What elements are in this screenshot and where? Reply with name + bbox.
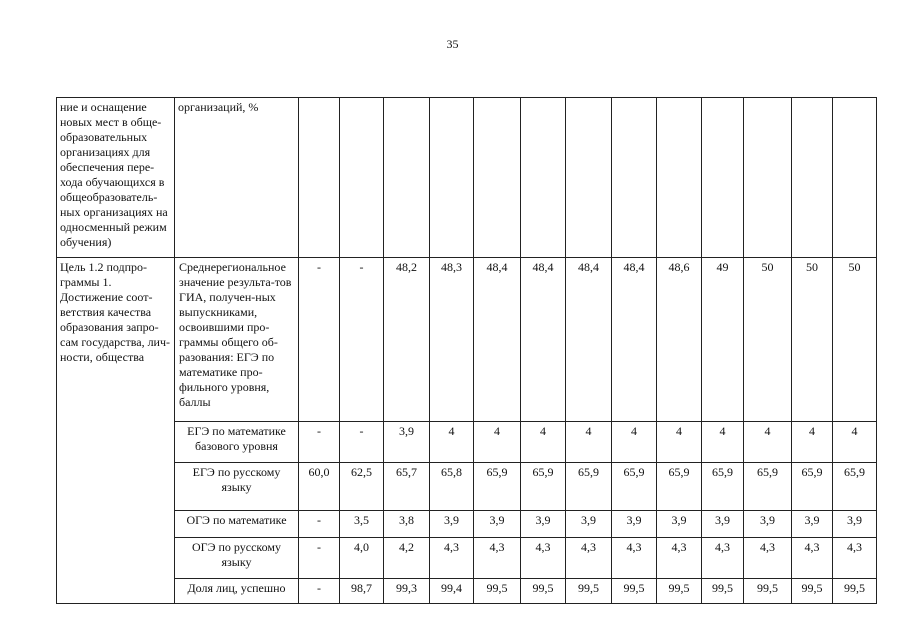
value-cell: -: [299, 579, 340, 604]
value-cell: [521, 98, 566, 258]
table-body: [57, 98, 877, 604]
value-cell: 4: [792, 422, 833, 463]
value-cell: 65,9: [657, 463, 702, 511]
value-cell: 99,3: [384, 579, 430, 604]
value-cell: -: [340, 422, 384, 463]
value-cell: 62,5: [340, 463, 384, 511]
indicator-cell: Доля лиц, успешно: [175, 579, 299, 604]
value-cell: 4,3: [521, 538, 566, 579]
value-cell: [833, 98, 877, 258]
table-row: [57, 579, 877, 604]
value-cell: 4,3: [792, 538, 833, 579]
value-cell: 3,9: [792, 511, 833, 538]
value-cell: 4: [702, 422, 744, 463]
value-cell: 3,9: [702, 511, 744, 538]
value-cell: 48,4: [612, 258, 657, 422]
value-cell: 99,5: [474, 579, 521, 604]
value-cell: [566, 98, 612, 258]
value-cell: 99,5: [657, 579, 702, 604]
value-cell: [612, 98, 657, 258]
indicators-table: [56, 97, 877, 604]
value-cell: 4,3: [474, 538, 521, 579]
table-row: [57, 511, 877, 538]
value-cell: [430, 98, 474, 258]
value-cell: 3,9: [521, 511, 566, 538]
value-cell: 4,0: [340, 538, 384, 579]
value-cell: 3,9: [612, 511, 657, 538]
value-cell: [744, 98, 792, 258]
value-cell: -: [299, 422, 340, 463]
value-cell: 65,9: [566, 463, 612, 511]
value-cell: -: [299, 258, 340, 422]
indicator-cell: организаций, %: [175, 98, 299, 258]
value-cell: 99,5: [521, 579, 566, 604]
value-cell: 50: [792, 258, 833, 422]
value-cell: 98,7: [340, 579, 384, 604]
value-cell: 65,9: [833, 463, 877, 511]
value-cell: [299, 98, 340, 258]
value-cell: 4: [612, 422, 657, 463]
value-cell: 4: [521, 422, 566, 463]
value-cell: 4,2: [384, 538, 430, 579]
value-cell: 50: [744, 258, 792, 422]
value-cell: 50: [833, 258, 877, 422]
value-cell: -: [340, 258, 384, 422]
value-cell: 65,9: [744, 463, 792, 511]
value-cell: 3,9: [566, 511, 612, 538]
goal-cell: Цель 1.2 подпро-граммы 1. Достижение соот-ветствия качества образования запро-сам государства, лич-ности, общества: [57, 258, 175, 604]
value-cell: 4,3: [612, 538, 657, 579]
value-cell: 65,9: [792, 463, 833, 511]
value-cell: 4,3: [702, 538, 744, 579]
value-cell: 99,5: [792, 579, 833, 604]
value-cell: [657, 98, 702, 258]
value-cell: 48,4: [474, 258, 521, 422]
value-cell: 3,9: [474, 511, 521, 538]
value-cell: 4,3: [744, 538, 792, 579]
value-cell: 4,3: [430, 538, 474, 579]
value-cell: 99,5: [744, 579, 792, 604]
value-cell: 99,5: [833, 579, 877, 604]
value-cell: [702, 98, 744, 258]
value-cell: 3,5: [340, 511, 384, 538]
indicator-cell: ЕГЭ по русскому языку: [175, 463, 299, 511]
page-number: 35: [446, 37, 459, 51]
value-cell: 4: [474, 422, 521, 463]
value-cell: [474, 98, 521, 258]
value-cell: 65,9: [521, 463, 566, 511]
value-cell: 48,2: [384, 258, 430, 422]
value-cell: 48,4: [566, 258, 612, 422]
value-cell: 99,5: [702, 579, 744, 604]
indicator-cell: Среднерегиональное значение результа-тов ГИА, получен-ных выпускниками, освоившими про-граммы общего об-разования: ЕГЭ по математике про-фильного уровня, баллы: [175, 258, 299, 422]
value-cell: 3,8: [384, 511, 430, 538]
value-cell: -: [299, 511, 340, 538]
indicator-cell: ОГЭ по математике: [175, 511, 299, 538]
indicator-cell: ОГЭ по русскому языку: [175, 538, 299, 579]
value-cell: 65,7: [384, 463, 430, 511]
value-cell: 3,9: [833, 511, 877, 538]
table-row: [57, 98, 877, 258]
value-cell: 4,3: [566, 538, 612, 579]
value-cell: 4,3: [657, 538, 702, 579]
value-cell: -: [299, 538, 340, 579]
value-cell: 65,8: [430, 463, 474, 511]
value-cell: 4: [833, 422, 877, 463]
value-cell: 3,9: [384, 422, 430, 463]
table-row: [57, 538, 877, 579]
indicator-cell: ЕГЭ по математике базового уровня: [175, 422, 299, 463]
value-cell: 3,9: [657, 511, 702, 538]
value-cell: [384, 98, 430, 258]
value-cell: 65,9: [474, 463, 521, 511]
table-row: [57, 258, 877, 422]
value-cell: 65,9: [612, 463, 657, 511]
value-cell: 3,9: [430, 511, 474, 538]
value-cell: 4,3: [833, 538, 877, 579]
value-cell: 4: [657, 422, 702, 463]
value-cell: 48,4: [521, 258, 566, 422]
value-cell: 4: [744, 422, 792, 463]
value-cell: 99,5: [566, 579, 612, 604]
value-cell: 49: [702, 258, 744, 422]
value-cell: 65,9: [702, 463, 744, 511]
value-cell: 99,5: [612, 579, 657, 604]
value-cell: 60,0: [299, 463, 340, 511]
value-cell: 48,6: [657, 258, 702, 422]
value-cell: [340, 98, 384, 258]
value-cell: 48,3: [430, 258, 474, 422]
value-cell: 4: [566, 422, 612, 463]
table-row: [57, 463, 877, 511]
value-cell: [792, 98, 833, 258]
value-cell: 4: [430, 422, 474, 463]
goal-cell: ние и оснащение новых мест в обще-образовательных организациях для обеспечения пере-хода обучающихся в общеобразователь-ных организациях на односменный режим обучения): [57, 98, 175, 258]
value-cell: 99,4: [430, 579, 474, 604]
table-row: [57, 422, 877, 463]
value-cell: 3,9: [744, 511, 792, 538]
